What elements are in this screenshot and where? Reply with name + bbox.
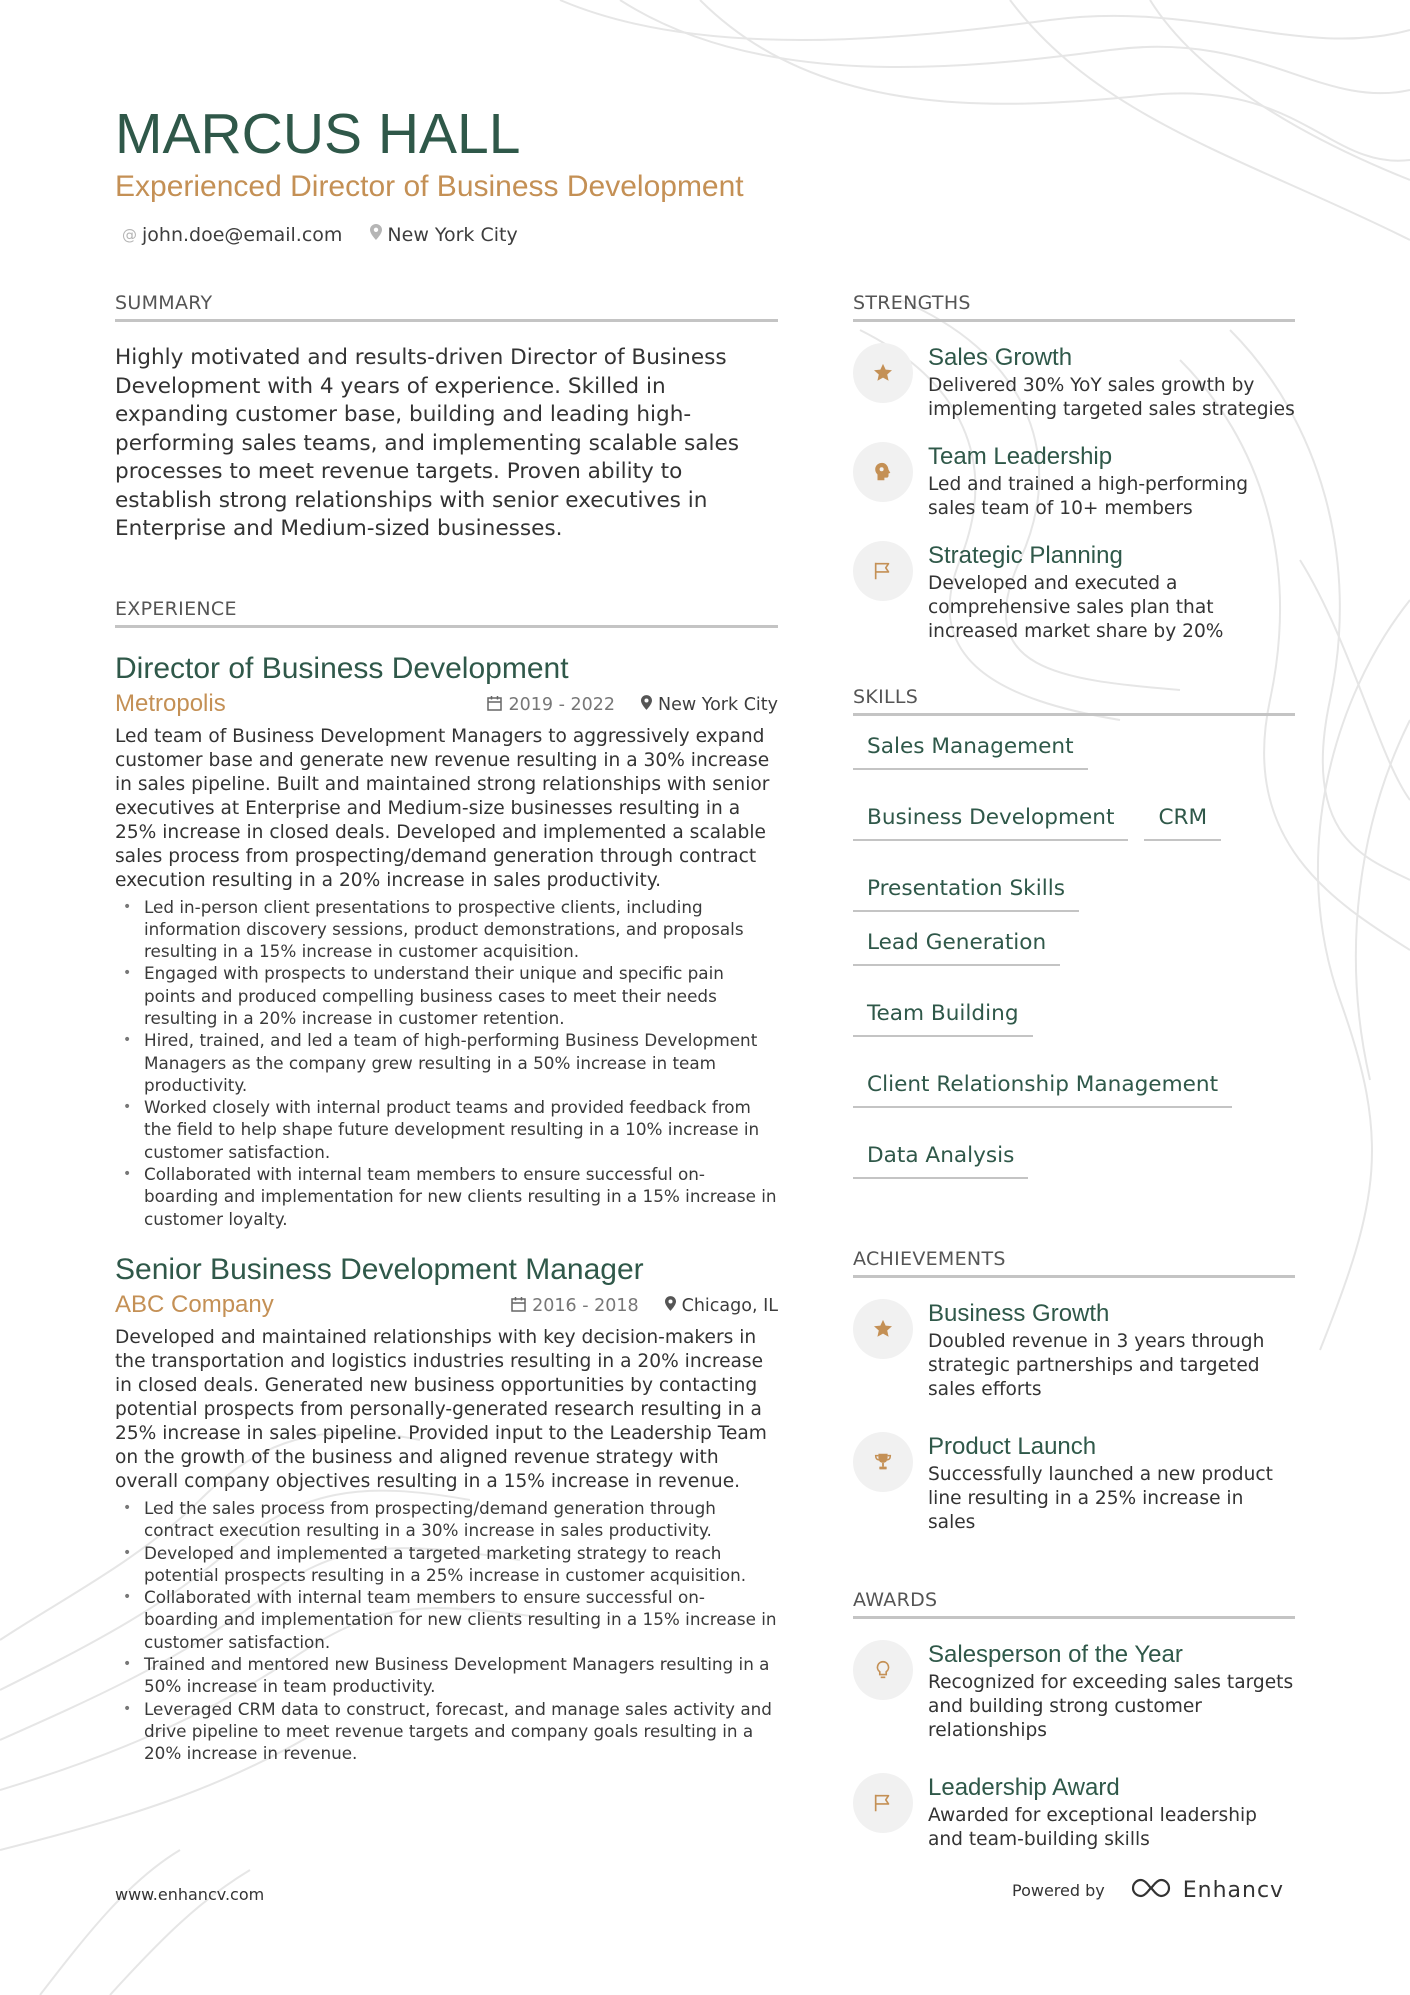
job-bullet: • Collaborated with internal team members to ensure successful on-boarding and implementation for new clients resulting in a 15% increase in customer satisfaction. (115, 1586, 778, 1653)
summary-text: Highly motivated and results-driven Director of Business Development with 4 years of experience. Skilled in expanding customer base, building and leading high-performing sales teams, and implementing scalable sales processes to meet revenue targets. Proven ability to establish strong relationships with senior executives in Enterprise and Medium-sized businesses. (115, 345, 740, 541)
award-title: Salesperson of the Year (928, 1641, 1183, 1668)
email-text: john.doe@email.com (142, 224, 343, 246)
achievement-item (853, 1432, 1295, 1535)
candidate-name: MARCUS HALL (115, 102, 521, 166)
left-column (115, 290, 778, 1765)
location-pin-icon (665, 1296, 676, 1315)
award-title: Leadership Award (928, 1774, 1120, 1801)
job-location (665, 1296, 778, 1316)
job-dates-text: 2016 - 2018 (532, 1295, 639, 1316)
achievement-item (853, 1299, 1295, 1402)
job-bullet: • Developed and implemented a targeted marketing strategy to reach potential prospects resulting in a 25% increase in customer acquisition. (115, 1542, 778, 1587)
job-description: Led team of Business Development Managers to aggressively expand customer base and generate new revenue resulting in a 30% increase in sales pipeline. Built and maintained strong relationships with senior executives at Enterprise and Medium-size businesses resulting in a 25% increase in closed deals. Developed and implemented a scalable sales process from prospecting/demand generation through contract execution resulting in a 20% increase in sales productivity. (115, 725, 770, 891)
job-dates (511, 1296, 639, 1316)
skill-tag: Sales Management (853, 733, 1088, 770)
calendar-icon (511, 1296, 526, 1316)
email-contact[interactable] (122, 222, 342, 248)
award-item (853, 1773, 1295, 1852)
strength-item (853, 541, 1295, 644)
awards-section (853, 1587, 1295, 1852)
achievement-title: Product Launch (928, 1433, 1097, 1460)
skills-heading: SKILLS (853, 684, 1295, 716)
company-name: Metropolis (115, 689, 226, 717)
job-description: Developed and maintained relationships with key decision-makers in the transportation and logistics industries resulting in a 20% increase in closed deals. Generated new business opportunities by contacting potential prospects from personally-generated research resulting in a 25% increase in sales pipeline. Provided input to the Leadership Team on the growth of the business and aligned revenue strategy with overall company objectives resulting in a 15% increase in revenue. (115, 1326, 767, 1492)
star-icon (853, 1299, 913, 1359)
location-text: New York City (387, 224, 518, 246)
candidate-title: Experienced Director of Business Development (115, 170, 744, 203)
company-name: ABC Company (115, 1290, 274, 1318)
job-location-text: New York City (658, 694, 778, 715)
skill-tag: Data Analysis (853, 1142, 1028, 1179)
job-bullet: • Engaged with prospects to understand their unique and specific pain points and produced compelling business cases to meet their needs resulting in a 20% increase in customer retention. (115, 962, 778, 1029)
job-entry (115, 1252, 778, 1765)
strength-description: Led and trained a high-performing sales team of 10+ members (928, 474, 1249, 519)
location-pin-icon (370, 222, 382, 248)
trophy-icon (853, 1432, 913, 1492)
calendar-icon (487, 695, 502, 715)
strengths-heading: STRENGTHS (853, 290, 1295, 322)
location-contact (370, 222, 517, 248)
achievements-heading: ACHIEVEMENTS (853, 1246, 1295, 1278)
strength-title: Strategic Planning (928, 542, 1123, 569)
strength-title: Sales Growth (928, 344, 1073, 371)
star-icon (853, 343, 913, 403)
footer-branding (1012, 1876, 1284, 1904)
strength-title: Team Leadership (928, 443, 1113, 470)
skill-tag: CRM (1144, 804, 1221, 841)
strength-description: Developed and executed a comprehensive sales plan that increased market share by 20% (928, 573, 1224, 642)
head-brain-icon (853, 442, 913, 502)
job-bullet: • Led in-person client presentations to prospective clients, including information discovery sessions, product demonstrations, and proposals resulting in a 15% increase in customer acquisition. (115, 896, 778, 963)
job-meta (115, 1290, 778, 1320)
right-column (853, 290, 1295, 1852)
skill-tag: Client Relationship Management (853, 1071, 1232, 1108)
awards-heading: AWARDS (853, 1587, 1295, 1619)
job-bullet: • Leveraged CRM data to construct, forecast, and manage sales activity and drive pipeline to meet revenue targets and company goals resulting in a 20% increase in revenue. (115, 1698, 778, 1765)
job-bullets (115, 896, 778, 1230)
award-item (853, 1640, 1295, 1743)
job-title: Senior Business Development Manager (115, 1252, 644, 1286)
skill-tag: Lead Generation (853, 929, 1060, 966)
summary-section (115, 290, 778, 544)
powered-by-label: Powered by (1012, 1880, 1105, 1900)
job-bullet: • Worked closely with internal product teams and provided feedback from the field to help shape future development resulting in a 10% increase in customer satisfaction. (115, 1096, 778, 1163)
skill-tag: Presentation Skills (853, 875, 1079, 912)
award-description: Recognized for exceeding sales targets and building strong customer relationships (928, 1672, 1294, 1741)
brand-name: Enhancv (1182, 1877, 1285, 1903)
enhancv-logo[interactable] (1127, 1876, 1284, 1904)
contact-info (122, 222, 518, 248)
job-location (641, 695, 778, 715)
achievement-description: Successfully launched a new product line resulting in a 25% increase in sales (928, 1464, 1273, 1533)
enhancv-logo-icon (1127, 1876, 1175, 1904)
award-description: Awarded for exceptional leadership and team-building skills (928, 1805, 1257, 1850)
footer-website-link[interactable]: www.enhancv.com (115, 1885, 265, 1904)
job-bullet: • Hired, trained, and led a team of high-performing Business Development Managers as the company grew resulting in a 50% increase in team productivity. (115, 1029, 778, 1096)
job-entry (115, 651, 778, 1230)
skills-list (853, 733, 1295, 1179)
strength-item (853, 343, 1295, 422)
strength-description: Delivered 30% YoY sales growth by implementing targeted sales strategies (928, 375, 1295, 420)
experience-heading: EXPERIENCE (115, 596, 778, 628)
job-bullet: • Led the sales process from prospecting/demand generation through contract execution resulting in a 30% increase in sales productivity. (115, 1497, 778, 1542)
job-title: Director of Business Development (115, 651, 569, 685)
job-location-text: Chicago, IL (681, 1295, 778, 1316)
location-pin-icon (641, 695, 652, 714)
job-bullet: • Collaborated with internal team members to ensure successful on-boarding and implementation for new clients resulting in a 15% increase in customer loyalty. (115, 1163, 778, 1230)
skill-tag: Team Building (853, 1000, 1033, 1037)
at-sign-icon: @ (122, 226, 137, 244)
experience-section (115, 596, 778, 1765)
strength-item (853, 442, 1295, 521)
skills-section (853, 684, 1295, 1179)
job-bullets (115, 1497, 778, 1765)
skill-tag: Business Development (853, 804, 1128, 841)
job-meta (115, 689, 778, 719)
flag-icon (853, 1773, 913, 1833)
flag-icon (853, 541, 913, 601)
achievements-section (853, 1246, 1295, 1535)
achievement-description: Doubled revenue in 3 years through strategic partnerships and targeted sales efforts (928, 1331, 1265, 1400)
job-bullet: • Trained and mentored new Business Development Managers resulting in a 50% increase in team productivity. (115, 1653, 778, 1698)
job-dates (487, 695, 615, 715)
summary-heading: SUMMARY (115, 290, 778, 322)
achievement-title: Business Growth (928, 1300, 1110, 1327)
strengths-section (853, 290, 1295, 644)
lightbulb-icon (853, 1640, 913, 1700)
job-dates-text: 2019 - 2022 (508, 694, 615, 715)
